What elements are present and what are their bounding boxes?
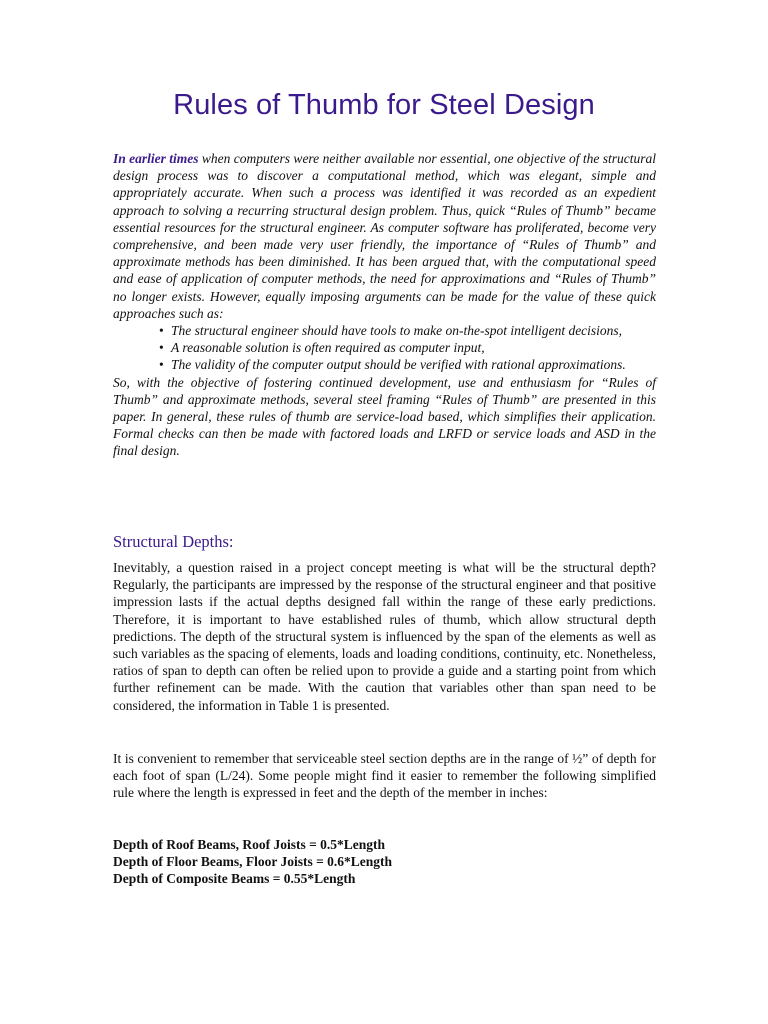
intro-lead: In earlier times (113, 151, 199, 166)
body-paragraph-2: It is convenient to remember that serviceable steel section depths are in the range of ½” of depth for each foot of span (L/24). Some people might find it easier to remember the following simplified rule where the length is expressed in feet and the depth of the member in inches: (113, 751, 656, 801)
section-heading: Structural Depths: (113, 532, 234, 551)
bullet-list (113, 322, 656, 374)
list-item: • The structural engineer should have tools to make on-the-spot intelligent decisions, (158, 322, 656, 339)
formula-composite: Depth of Composite Beams = 0.55*Length (113, 871, 356, 887)
intro-paragraph-2: So, with the objective of fostering continued development, use and enthusiasm for “Rules of Thumb” and approximate methods, several steel framing “Rules of Thumb” are presented in this paper. In general, these rules of thumb are service-load based, which simplifies their application. Formal checks can then be made with factored loads and LRFD or service loads and ASD in the final design. (113, 374, 656, 459)
list-item: • The validity of the computer output should be verified with rational approximations. (158, 356, 656, 373)
intro-text: when computers were neither available nor essential, one objective of the structural design process was to discover a computational method, which was elegant, simple and appropriately accurate. When such a process was identified it was recorded as an expedient approach to solving a recurring structural design problem. Thus, quick “Rules of Thumb” became essential resources for the structural engineer. As computer software has proliferated, become very comprehensive, and been made very user friendly, the importance of “Rules of Thumb” and approximate methods has been diminished. It has been argued that, with the computational speed and ease of application of computer methods, the need for approximations and “Rules of Thumb” no longer exists. However, equally imposing arguments can be made for the value of these quick approaches such as: (113, 151, 656, 321)
formula-list (113, 836, 656, 888)
page-title: Rules of Thumb for Steel Design (173, 89, 595, 121)
formula-roof: Depth of Roof Beams, Roof Joists = 0.5*Length (113, 837, 386, 852)
list-item: • A reasonable solution is often required as computer input, (158, 339, 656, 356)
intro-section (113, 150, 656, 460)
body-paragraph: Inevitably, a question raised in a project concept meeting is what will be the structural depth? Regularly, the participants are impressed by the response of the structural engineer and that positive impression lasts if the actual depths designed fall within the range of these early predictions. Therefore, it is important to have established rules of thumb, which allow structural depth predictions. The depth of the structural system is influenced by the span of the elements as well as such variables as the spacing of elements, loads and loading conditions, continuity, etc. Nonetheless, ratios of span to depth can often be relied upon to provide a guide and a starting point from which further refinement can be made. With the caution that variables other than span need to be considered, the information in Table 1 is presented. (113, 560, 656, 713)
formula-floor: Depth of Floor Beams, Floor Joists = 0.6*Length (113, 854, 393, 870)
intro-paragraph (113, 150, 656, 322)
